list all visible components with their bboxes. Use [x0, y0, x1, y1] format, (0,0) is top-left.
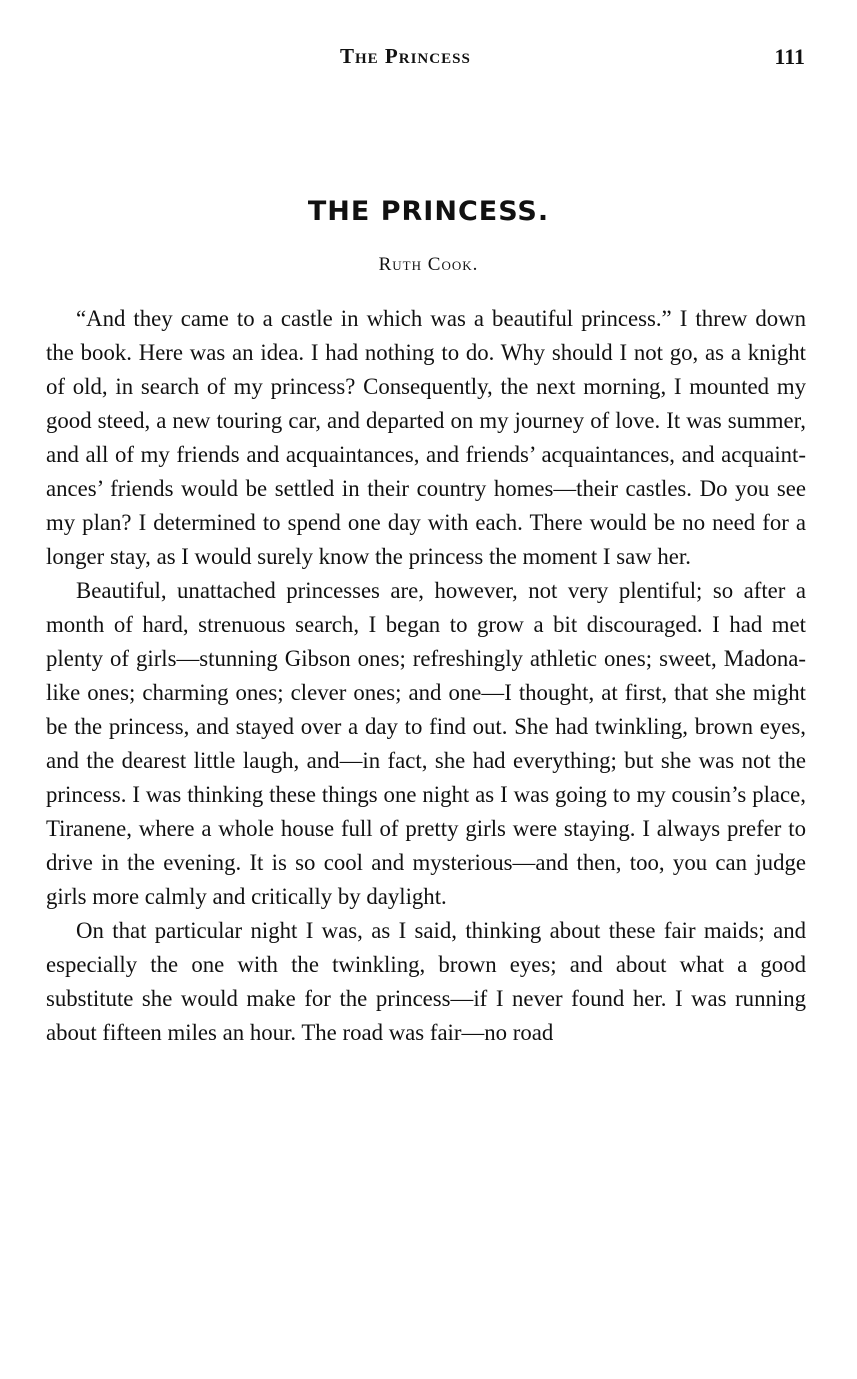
running-title: The Princess: [340, 44, 471, 68]
article-title: THE PRINCESS.: [307, 196, 550, 227]
page-number: 111: [774, 44, 805, 69]
paragraph-2: Beautiful, unattached princesses are, however, not very plentiful; so after a month of hard, strenuous search, I began to grow a bit discouraged. I had met plenty of girls—stunning Gibson ones; refreshingly athletic ones; sweet, Madona-like ones; charming ones; clever ones; and one—I thought, at first, that she might be the princess, and stayed over a day to find out. She had twinkling, brown eyes, and the dearest little laugh, and—in fact, she had everything; but she was not the princess. I was thinking these things one night as I was going to my cousin’s place, Tiranene, where a whole house full of pretty girls were staying. I always prefer to drive in the evening. It is so cool and mysterious—and then, too, you can judge girls more calmly and critically by daylight.: [46, 578, 806, 909]
running-head: [0, 44, 857, 74]
article-body: [46, 302, 806, 1050]
paragraph-3: On that particular night I was, as I said, thinking about these fair maids; and especially the one with the twinkling, brown eyes; and about what a good substitute she would make for the princess—if I never found her. I was running about fifteen miles an hour. The road was fair—no road: [46, 918, 806, 1045]
paragraph-1: “And they came to a castle in which was a beautiful princess.” I threw down the book. Here was an idea. I had nothing to do. Why should I not go, as a knight of old, in search of my princess? Consequently, the next morning, I mounted my good steed, a new touring car, and departed on my journey of love. It was summer, and all of my friends and acquaintances, and friends’ acquaintances, and acquaintances’ friends would be settled in their country homes—their castles. Do you see my plan? I determined to spend one day with each. There would be no need for a longer stay, as I would surely know the princess the moment I saw her.: [46, 306, 806, 569]
article-author: Ruth Cook.: [378, 254, 479, 275]
